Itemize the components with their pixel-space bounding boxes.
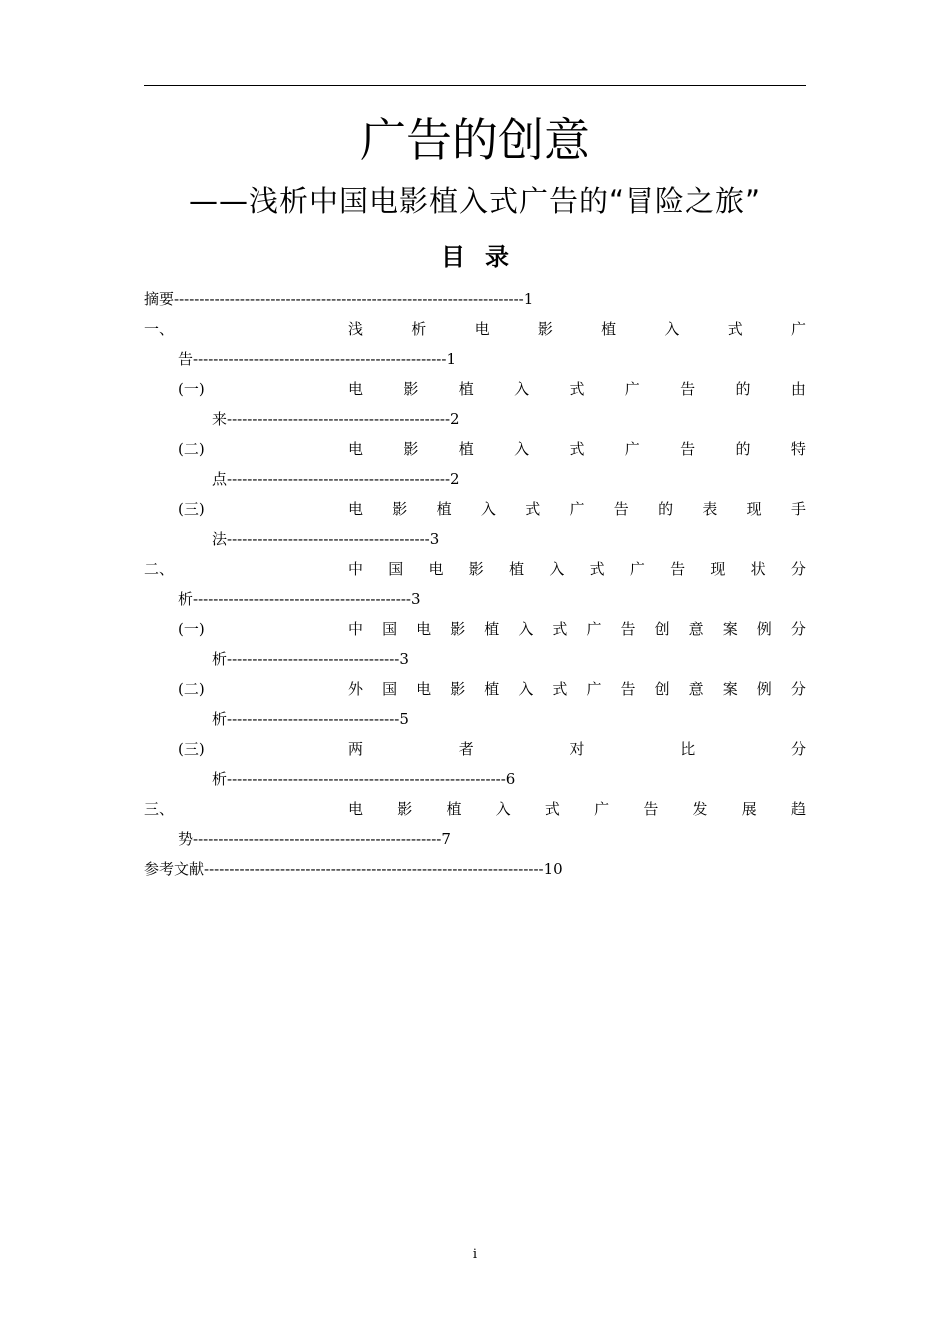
toc-title-char: 入 [495,800,511,818]
toc-title-char: 植 [484,680,500,698]
toc-entry-continuation [144,764,806,794]
toc-entry-continuation [144,824,806,854]
toc-entry-title [348,434,806,464]
toc-title-char: 意 [688,680,704,698]
toc-entry-number: 二、 [144,560,175,578]
toc-leader: ---------------------------------- [227,710,400,728]
toc-title-char: 入 [514,440,530,458]
toc-page-number: 6 [505,770,516,788]
toc-title-char: 势 [178,830,194,848]
toc-entry-number: (三) [178,740,205,758]
toc-title-char: 析 [411,320,427,338]
toc-entry-line [212,764,806,794]
toc-title-char: 特 [790,440,806,458]
toc-title-char: 比 [680,740,696,758]
toc-leader: ------------------------------------------- [193,590,411,608]
toc-entry-continuation [144,644,806,674]
toc-entry-line [144,854,784,884]
toc-title-char: 案 [722,680,738,698]
toc-title-char: 告 [680,380,696,398]
toc-title-char: 广 [624,380,640,398]
toc-title-char: 例 [756,620,772,638]
toc-title-char: 入 [518,680,534,698]
toc-title-char: 法 [212,530,228,548]
toc-title-char: 创 [654,620,670,638]
toc-entry-number: (二) [178,680,205,698]
toc-entry-line [212,644,806,674]
toc-page-number: 3 [429,530,440,548]
toc-title-char: 影 [392,500,408,518]
toc-entry-number: 一、 [144,320,175,338]
toc-title-char: 国 [388,560,404,578]
toc-title-char: 广 [586,680,602,698]
toc-title-char: 析 [212,770,228,788]
toc-entry-line [212,524,806,554]
toc-title-char: 广 [569,500,585,518]
toc-title-char: 式 [589,560,605,578]
toc-title-char: 分 [790,740,806,758]
document-title: 广告的创意 [360,113,590,167]
toc-title-char: 式 [552,620,568,638]
toc-entry-continuation [144,464,806,494]
toc-entry [144,494,806,524]
toc-entry-continuation [144,344,806,374]
toc-title-char: 案 [722,620,738,638]
toc-entry-continuation [144,704,806,734]
toc-entry [144,854,806,884]
toc-entry-line [178,584,806,614]
toc-title-char: 式 [544,800,560,818]
toc-title-char: 植 [458,440,474,458]
toc-title-char: 状 [750,560,766,578]
toc-entry-title [348,494,806,524]
toc-page-number: 2 [450,470,460,488]
toc-entry [144,794,806,824]
toc-title-char: 式 [569,380,585,398]
toc-entry-title [348,374,806,404]
table-of-contents [144,284,806,884]
toc-title-char: 分 [790,680,806,698]
toc-title-char: 告 [620,620,636,638]
toc-title-char: 例 [756,680,772,698]
toc-title-char: 发 [692,800,708,818]
toc-title-char: 手 [790,500,806,518]
toc-entry-number: (二) [178,440,205,458]
toc-title-char: 影 [403,440,419,458]
toc-title-char: 告 [670,560,686,578]
toc-leader: ------------------------------------------------------- [227,770,506,788]
toc-title-char: 影 [468,560,484,578]
toc-title-char: 来 [212,410,228,428]
toc-title-char: 植 [436,500,452,518]
toc-title-char: 告 [680,440,696,458]
toc-entry-number: 三、 [144,800,175,818]
toc-entry [144,614,806,644]
toc-page-number: 1 [523,290,534,308]
toc-title-char: 告 [620,680,636,698]
toc-title-char: 电 [416,680,432,698]
header-rule [144,85,806,86]
toc-title-char: 电 [416,620,432,638]
toc-title-char: 分 [790,560,806,578]
toc-page-number: 2 [450,410,460,428]
toc-title-char: 国 [382,620,398,638]
toc-title-char: 植 [484,620,500,638]
toc-entry-continuation [144,404,806,434]
toc-page-number: 5 [399,710,409,728]
toc-title-char: 国 [382,680,398,698]
toc-page-number: 3 [399,650,409,668]
toc-title-char: 入 [549,560,565,578]
toc-entry-title: 参考文献 [144,860,205,878]
toc-title-char: 式 [525,500,541,518]
toc-leader: -------------------------------------------- [227,470,451,488]
toc-title-char: 创 [654,680,670,698]
toc-entry [144,674,806,704]
toc-title-char: 者 [458,740,474,758]
toc-title-char: 外 [348,680,364,698]
toc-entry [144,374,806,404]
toc-page-number: 1 [446,350,456,368]
toc-title-char: 的 [658,500,674,518]
toc-title-char: 广 [624,440,640,458]
toc-title-char: 植 [509,560,525,578]
toc-title-char: 告 [643,800,659,818]
toc-entry-line [178,824,806,854]
toc-entry-title [348,734,806,764]
toc-entry-continuation [144,584,806,614]
toc-entry [144,314,806,344]
toc-entry-title [348,674,806,704]
toc-title-char: 由 [790,380,806,398]
toc-title-char: 入 [664,320,680,338]
toc-title-char: 展 [741,800,757,818]
toc-title-char: 电 [348,380,364,398]
toc-entry-line [212,404,806,434]
toc-title-char: 式 [552,680,568,698]
toc-title-char: 中 [348,620,364,638]
toc-title-char: 表 [702,500,718,518]
toc-page-number: 10 [543,860,563,878]
toc-title-char: 影 [537,320,553,338]
toc-title-char: 电 [348,800,364,818]
toc-entry-line [212,704,806,734]
toc-title-char: 告 [178,350,194,368]
toc-title-char: 影 [397,800,413,818]
toc-title-char: 电 [348,500,364,518]
toc-title-char: 两 [348,740,364,758]
toc-title-char: 意 [688,620,704,638]
toc-title-char: 植 [458,380,474,398]
document-subtitle: ——浅析中国电影植入式广告的“冒险之旅” [188,184,762,218]
toc-leader: -------------------------------------------------- [193,350,447,368]
toc-entry-title [348,554,806,584]
page-number: i [472,1247,478,1262]
toc-leader: -------------------------------------------- [227,410,451,428]
toc-title-char: 影 [403,380,419,398]
toc-title-char: 析 [178,590,194,608]
toc-entry-line [178,344,806,374]
toc-heading-char: 录 [485,243,509,271]
toc-title-char: 浅 [348,320,364,338]
toc-title-char: 电 [428,560,444,578]
toc-title-char: 影 [450,680,466,698]
toc-leader: ------------------------------------------------------------------- [204,860,544,878]
toc-entry-line [212,464,806,494]
toc-page-number: 7 [441,830,451,848]
toc-title-char: 中 [348,560,364,578]
toc-entry-title: 摘要 [144,290,175,308]
toc-entry-number: (一) [178,620,205,638]
toc-entry-number: (三) [178,500,205,518]
toc-title-char: 对 [569,740,585,758]
toc-page-number: 3 [410,590,421,608]
toc-title-char: 电 [348,440,364,458]
toc-entry-title [348,314,806,344]
toc-entry-number: (一) [178,380,205,398]
toc-title-char: 广 [586,620,602,638]
toc-title-char: 入 [518,620,534,638]
toc-title-char: 告 [613,500,629,518]
toc-title-char: 入 [514,380,530,398]
toc-leader: ------------------------------------------------- [193,830,442,848]
toc-entry [144,554,806,584]
toc-entry-title [348,794,806,824]
toc-title-char: 式 [727,320,743,338]
toc-title-char: 广 [790,320,806,338]
toc-title-char: 趋 [790,800,806,818]
toc-title-char: 分 [790,620,806,638]
toc-title-char: 植 [446,800,462,818]
toc-title-char: 的 [735,380,751,398]
toc-title-char: 式 [569,440,585,458]
toc-leader: ---------------------------------- [227,650,400,668]
toc-leader: ---------------------------------------- [227,530,430,548]
toc-entry [144,284,806,314]
toc-title-char: 析 [212,710,228,728]
toc-title-char: 影 [450,620,466,638]
toc-title-char: 电 [474,320,490,338]
toc-title-char: 的 [735,440,751,458]
toc-title-char: 入 [480,500,496,518]
toc-entry-line [144,284,784,314]
toc-entry [144,434,806,464]
toc-title-char: 点 [212,470,228,488]
toc-title-char: 现 [710,560,726,578]
toc-title-char: 析 [212,650,228,668]
toc-heading-char: 目 [441,243,465,271]
toc-title-char: 广 [594,800,610,818]
toc-entry-title [348,614,806,644]
toc-title-char: 现 [746,500,762,518]
toc-entry [144,734,806,764]
toc-title-char: 植 [601,320,617,338]
toc-entry-continuation [144,524,806,554]
toc-heading [0,240,950,274]
toc-leader: --------------------------------------------------------------------- [174,290,524,308]
toc-title-char: 广 [629,560,645,578]
